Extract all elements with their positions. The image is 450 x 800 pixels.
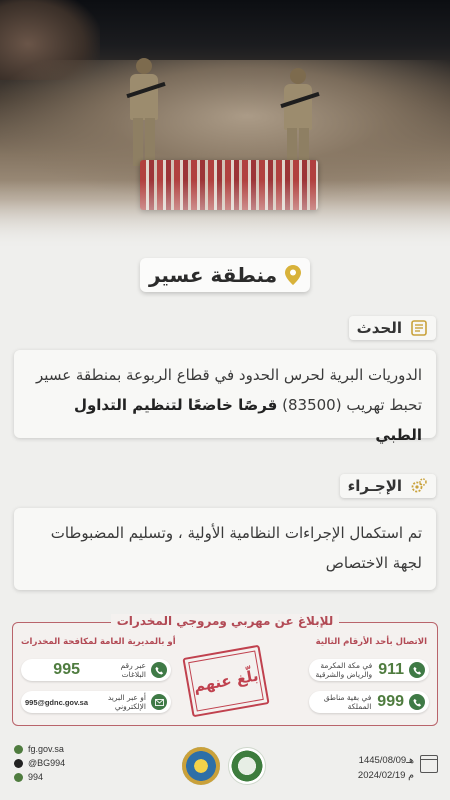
hotline-911-number: 911 xyxy=(378,661,404,678)
action-text-line1: تم استكمال الإجراءات النظامية الأولية ، وتسليم المضبوطات xyxy=(50,524,422,542)
location-pin-icon xyxy=(285,265,301,285)
gears-icon xyxy=(410,477,428,495)
social-links xyxy=(14,743,65,785)
social-phone-text: 994 xyxy=(28,772,44,782)
report-left-subtitle: أو بالمديرية العامة لمكافحة المخدرات xyxy=(21,637,176,647)
hero-photo xyxy=(0,0,450,250)
footer xyxy=(0,735,450,800)
event-text-line2 xyxy=(28,390,422,450)
action-card xyxy=(14,508,436,590)
soldier-figure-left xyxy=(124,58,164,168)
phone-icon xyxy=(14,773,23,782)
phone-icon xyxy=(409,662,425,678)
post-dates xyxy=(358,753,414,783)
ministry-logo xyxy=(228,747,266,785)
report-title: للإبلاغ عن مهربي ومروجي المخدرات xyxy=(111,614,340,628)
report-right-subtitle: الاتصال بأحد الأرقام التالية xyxy=(315,637,427,647)
event-heading xyxy=(349,316,436,340)
phone-icon xyxy=(409,694,425,710)
x-icon xyxy=(14,759,23,768)
hotline-911-label: في مكة المكرمة والرياض والشرقية xyxy=(315,661,373,679)
action-text-line2: لجهة الاختصاص xyxy=(325,554,422,572)
event-text-line1: الدوريات البرية لحرس الحدود في قطاع الربوعة بمنطقة عسير xyxy=(36,366,422,384)
event-heading-label: الحدث xyxy=(356,319,402,337)
calendar-icon xyxy=(420,755,438,773)
report-stamp: بلّغ عنهم xyxy=(182,645,269,718)
globe-icon xyxy=(14,745,23,754)
hotline-999[interactable] xyxy=(309,691,429,713)
report-number-value: 995 xyxy=(53,661,80,678)
region-label: منطقة عسير xyxy=(148,263,278,287)
social-link-phone[interactable] xyxy=(14,771,65,783)
border-guard-logo xyxy=(182,747,220,785)
report-box xyxy=(12,614,438,726)
event-text-prefix: تحبط تهريب (83500) xyxy=(282,396,422,414)
date-hijri: 1445/08/09هـ xyxy=(358,755,414,766)
action-heading xyxy=(340,474,436,498)
social-link-x[interactable] xyxy=(14,757,65,769)
report-email-value: 995@gdnc.gov.sa xyxy=(25,697,89,707)
date-gregorian: 2024/02/19 م xyxy=(357,770,414,781)
social-website-text: fg.gov.sa xyxy=(28,744,64,754)
hotline-999-number: 999 xyxy=(377,693,404,710)
region-badge xyxy=(140,258,310,292)
report-email-label: أو عبر البريد الإلكتروني xyxy=(107,693,146,711)
report-number-chip[interactable] xyxy=(21,659,171,681)
social-link-website[interactable] xyxy=(14,743,65,755)
social-x-text: @BG994 xyxy=(28,758,66,768)
phone-icon xyxy=(151,662,167,678)
event-text-bold: قرصًا خاضعًا لتنظيم التداول الطبي xyxy=(73,396,422,444)
email-icon xyxy=(151,694,167,710)
event-card xyxy=(14,350,436,444)
document-icon xyxy=(410,319,428,337)
report-email-chip[interactable] xyxy=(21,691,171,713)
hotline-999-label: في بقية مناطق المملكة xyxy=(323,693,372,711)
hotline-911[interactable] xyxy=(309,659,429,681)
action-heading-label: الإجـراء xyxy=(347,477,402,495)
report-number-label: عبر رقم البلاغات xyxy=(120,661,146,679)
